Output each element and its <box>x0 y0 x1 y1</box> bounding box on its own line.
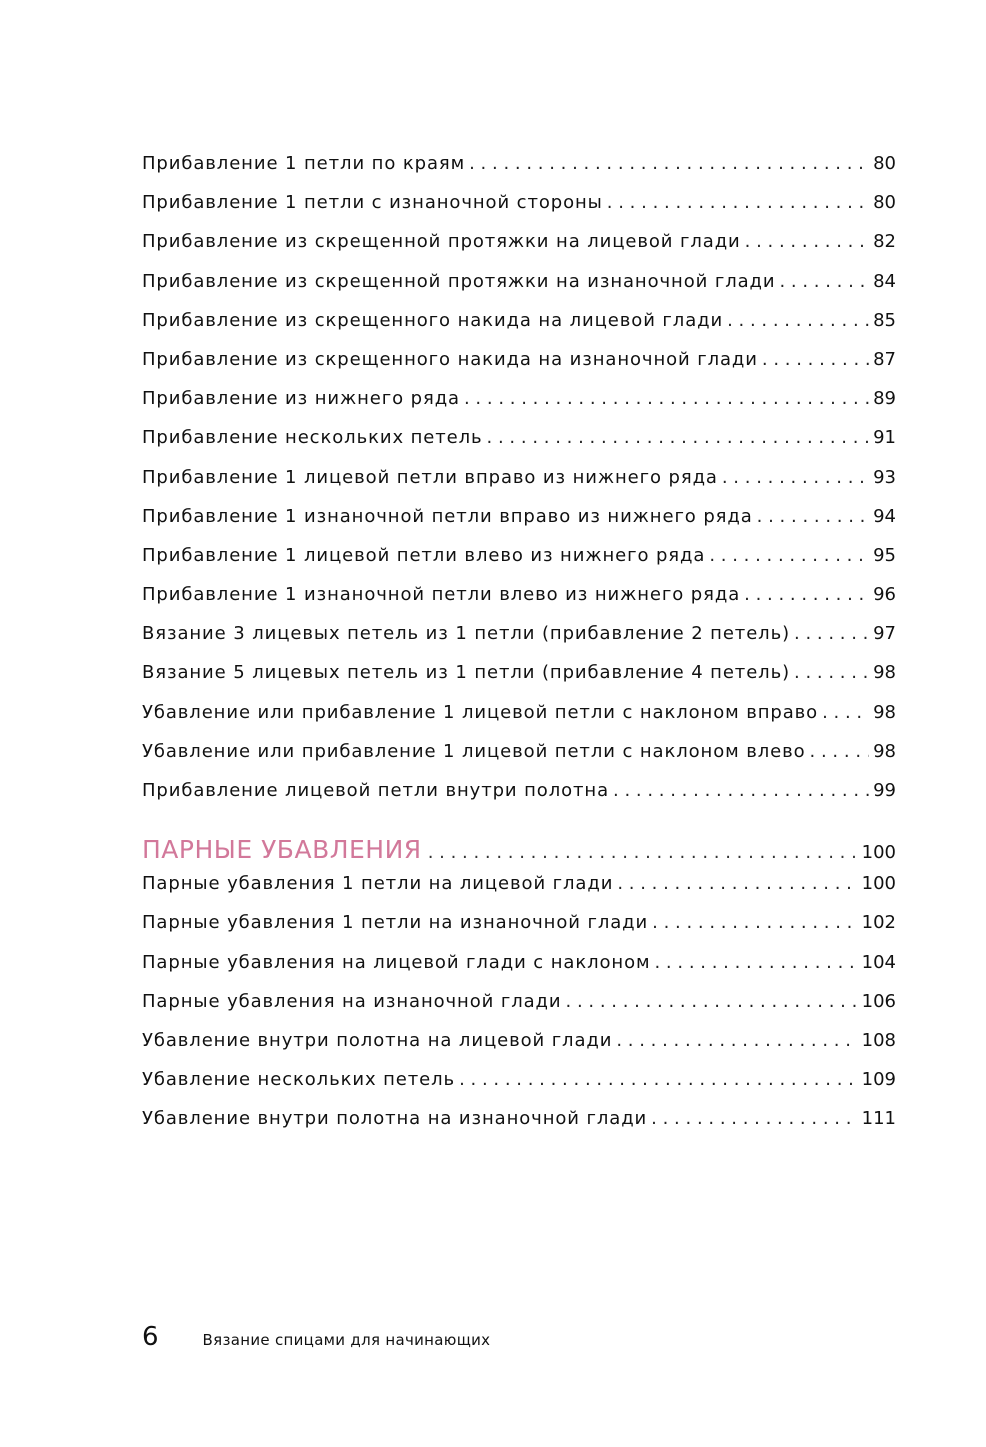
toc-entry-title: Прибавление из скрещенной протяжки на изнаночной глади <box>142 270 776 292</box>
toc-entry[interactable] <box>142 702 896 741</box>
toc-entry-page-number: 98 <box>873 740 896 762</box>
toc-entry-title: Парные убавления 1 петли на лицевой глади <box>142 873 614 895</box>
toc-entry-page-number: 95 <box>873 544 896 566</box>
toc-entry-title: Вязание 3 лицевых петель из 1 петли (прибавление 2 петель) <box>142 623 791 645</box>
toc-entry-title: Прибавление из скрещенной протяжки на лицевой глади <box>142 231 741 253</box>
toc-entry-page-number: 108 <box>861 1029 896 1051</box>
toc-entry[interactable] <box>142 741 896 780</box>
toc-entry-page-number: 94 <box>873 505 896 527</box>
toc-entry[interactable] <box>142 349 896 388</box>
dot-leader <box>779 271 869 292</box>
toc-entry[interactable] <box>142 388 896 427</box>
dot-leader <box>794 623 869 644</box>
toc-entry[interactable] <box>142 310 896 349</box>
dot-leader <box>794 662 869 683</box>
dot-leader <box>459 1069 858 1090</box>
toc-entry-page-number: 99 <box>873 780 896 801</box>
toc-entry-page-number: 106 <box>861 990 896 1012</box>
toc-entry-page-number: 80 <box>873 153 896 174</box>
toc-entry[interactable] <box>142 873 896 912</box>
dot-leader <box>810 741 870 762</box>
table-of-contents <box>142 153 896 1148</box>
dot-leader <box>757 506 869 527</box>
toc-entry-title: Прибавление лицевой петли внутри полотна <box>142 780 610 801</box>
toc-entry-page-number: 96 <box>873 584 896 606</box>
toc-entry[interactable] <box>142 623 896 662</box>
dot-leader <box>566 991 858 1012</box>
toc-entry[interactable] <box>142 780 896 819</box>
toc-entry-page-number: 100 <box>861 873 896 895</box>
toc-entry[interactable] <box>142 952 896 991</box>
footer-page-number: 6 <box>142 1322 159 1352</box>
toc-entry[interactable] <box>142 1108 896 1147</box>
toc-entry-title: Парные убавления 1 петли на изнаночной глади <box>142 912 649 934</box>
toc-entry-page-number: 84 <box>873 270 896 292</box>
toc-entry-title: Прибавление 1 изнаночной петли влево из нижнего ряда <box>142 584 741 606</box>
toc-entry-title: Прибавление из нижнего ряда <box>142 388 460 410</box>
dot-leader <box>428 842 856 863</box>
toc-entry-title: Парные убавления на лицевой глади с наклоном <box>142 951 651 973</box>
toc-entry[interactable] <box>142 584 896 623</box>
dot-leader <box>487 427 870 448</box>
toc-list-paired-decreases <box>142 873 896 1147</box>
toc-list-increases <box>142 153 896 819</box>
toc-entry-page-number: 102 <box>861 912 896 934</box>
dot-leader <box>745 231 869 252</box>
toc-section-heading[interactable] <box>142 835 896 873</box>
dot-leader <box>822 702 869 723</box>
toc-entry[interactable] <box>142 467 896 506</box>
toc-entry-page-number: 93 <box>873 466 896 488</box>
toc-entry[interactable] <box>142 1069 896 1108</box>
toc-entry-title: Прибавление 1 изнаночной петли вправо из нижнего ряда <box>142 505 753 527</box>
toc-entry-page-number: 80 <box>873 192 896 214</box>
section-title: ПАРНЫЕ УБАВЛЕНИЯ <box>142 835 422 865</box>
toc-entry-title: Парные убавления на изнаночной глади <box>142 990 562 1012</box>
footer-book-title: Вязание спицами для начинающих <box>202 1331 491 1349</box>
toc-entry-title: Убавление или прибавление 1 лицевой петли с наклоном влево <box>142 740 806 762</box>
toc-entry[interactable] <box>142 662 896 701</box>
dot-leader <box>607 192 869 213</box>
toc-entry-title: Убавление или прибавление 1 лицевой петли с наклоном вправо <box>142 701 819 723</box>
page-footer <box>142 1322 490 1352</box>
toc-entry-title: Прибавление 1 лицевой петли влево из нижнего ряда <box>142 544 706 566</box>
toc-entry[interactable] <box>142 1030 896 1069</box>
toc-entry-page-number: 109 <box>861 1069 896 1091</box>
toc-entry-title: Прибавление из скрещенного накида на изнаночной глади <box>142 348 758 370</box>
toc-entry-title: Убавление внутри полотна на изнаночной глади <box>142 1108 648 1130</box>
dot-leader <box>616 1030 857 1051</box>
toc-entry-page-number: 98 <box>873 701 896 723</box>
dot-leader <box>654 952 857 973</box>
toc-entry[interactable] <box>142 271 896 310</box>
toc-entry-page-number: 91 <box>873 427 896 449</box>
toc-entry[interactable] <box>142 991 896 1030</box>
dot-leader <box>652 912 858 933</box>
dot-leader <box>709 545 869 566</box>
toc-entry-title: Убавление внутри полотна на лицевой глади <box>142 1029 613 1051</box>
toc-entry[interactable] <box>142 506 896 545</box>
toc-entry-page-number: 111 <box>861 1108 896 1130</box>
dot-leader <box>617 873 857 894</box>
toc-entry-title: Вязание 5 лицевых петель из 1 петли (прибавление 4 петель) <box>142 662 791 684</box>
toc-entry-page-number: 98 <box>873 662 896 684</box>
toc-entry-page-number: 104 <box>861 951 896 973</box>
toc-entry[interactable] <box>142 192 896 231</box>
toc-entry-title: Прибавление 1 лицевой петли вправо из нижнего ряда <box>142 466 718 488</box>
dot-leader <box>744 584 869 605</box>
dot-leader <box>613 780 869 801</box>
dot-leader <box>727 310 869 331</box>
toc-entry-page-number: 89 <box>873 388 896 410</box>
toc-entry[interactable] <box>142 231 896 270</box>
dot-leader <box>464 388 869 409</box>
dot-leader <box>722 467 869 488</box>
toc-entry-title: Убавление нескольких петель <box>142 1069 456 1091</box>
toc-entry-title: Прибавление нескольких петель <box>142 427 483 449</box>
toc-entry-page-number: 82 <box>873 231 896 253</box>
dot-leader <box>762 349 869 370</box>
dot-leader <box>469 153 869 174</box>
toc-entry-title: Прибавление из скрещенного накида на лицевой глади <box>142 309 724 331</box>
toc-entry-page-number: 87 <box>873 348 896 370</box>
toc-entry-title: Прибавление 1 петли с изнаночной стороны <box>142 192 603 214</box>
toc-entry[interactable] <box>142 427 896 466</box>
toc-entry-page-number: 97 <box>873 623 896 645</box>
toc-entry-page-number: 85 <box>873 309 896 331</box>
toc-entry[interactable] <box>142 545 896 584</box>
toc-entry[interactable] <box>142 153 896 192</box>
toc-entry-title: Прибавление 1 петли по краям <box>142 153 466 174</box>
dot-leader <box>651 1108 857 1129</box>
toc-entry[interactable] <box>142 912 896 951</box>
section-page-number: 100 <box>861 842 896 864</box>
